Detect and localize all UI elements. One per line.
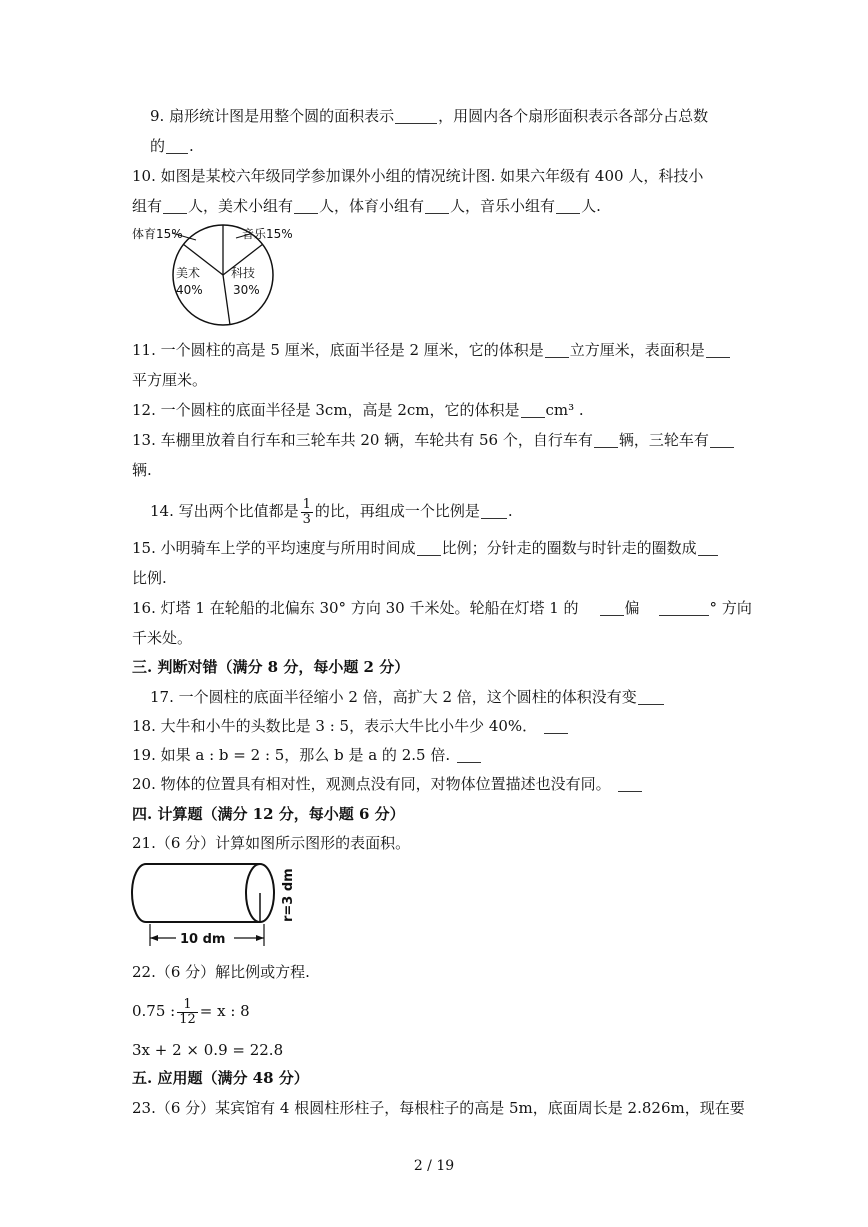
q11-text-a: 11. 一个圆柱的高是 5 厘米，底面半径是 2 厘米，它的体积是 (132, 341, 544, 359)
q11-text-c: 平方厘米。 (132, 371, 208, 389)
q13-text-b: 辆，三轮车有 (618, 431, 709, 449)
q14-blank[interactable] (481, 502, 507, 519)
q14-frac-num: 1 (302, 496, 311, 512)
q18-blank[interactable] (544, 717, 568, 734)
q13-blank-bike[interactable] (594, 431, 618, 448)
q11-line1 (132, 340, 731, 360)
q10-blank-yinyue[interactable] (556, 197, 580, 214)
q10-blank-tiyu[interactable] (425, 197, 449, 214)
q14-fraction (301, 498, 313, 527)
q16-line1 (132, 598, 788, 618)
q22-eq1 (132, 994, 250, 1028)
q15-text-c: 比例. (132, 569, 167, 587)
q11-blank-area[interactable] (706, 341, 730, 358)
q17-line (150, 687, 665, 707)
q22-fraction (177, 998, 198, 1027)
pie-divider-bottom (223, 275, 230, 325)
q15-line2 (132, 568, 167, 588)
q16-text-b: 偏 (624, 599, 640, 617)
q9-blank-2[interactable] (166, 137, 188, 154)
q23-text: 23.（6 分）某宾馆有 4 根圆柱形柱子，每根柱子的高是 5m，底面周长是 2.826m，现在要 (132, 1099, 745, 1117)
label-meishu: 美术 (176, 266, 201, 280)
q14-frac-den: 3 (302, 511, 311, 527)
q15-blank-2[interactable] (698, 539, 718, 556)
q22-frac-den: 12 (179, 1011, 196, 1027)
q14-text-b: 的比，再组成一个比例是 (314, 502, 480, 520)
q17-blank[interactable] (638, 688, 664, 705)
q9-text-a: 9. 扇形统计图是用整个圆的面积表示 (150, 107, 395, 125)
label-tiyu: 体育15% (132, 227, 183, 241)
q11-blank-volume[interactable] (545, 341, 569, 358)
q9-line2 (150, 136, 194, 156)
q16-text-d: 千米处。 (132, 629, 193, 647)
length-label: 10 dm (180, 932, 226, 947)
q10-text-b: 人，美术小组有 (188, 197, 294, 215)
q13-line1 (132, 430, 735, 450)
label-keji: 科技 (231, 266, 256, 280)
q12-blank[interactable] (521, 401, 545, 418)
q16-blank-angle[interactable] (659, 599, 709, 616)
pie-chart (128, 222, 308, 330)
q15-text-a: 15. 小明骑车上学的平均速度与所用时间成 (132, 539, 416, 557)
q15-text-b: 比例；分针走的圈数与时针走的圈数成 (441, 539, 697, 557)
q10-blank-meishu[interactable] (294, 197, 318, 214)
q18-text: 18. 大牛和小牛的头数比是 3 : 5，表示大牛比小牛少 40%． (132, 717, 538, 735)
q19-text: 19. 如果 a : b = 2 : 5，那么 b 是 a 的 2.5 倍. (132, 746, 451, 764)
q20-blank[interactable] (618, 775, 642, 792)
q9-line1 (150, 106, 708, 126)
q19-line (132, 745, 482, 765)
q13-text-c: 辆. (132, 461, 152, 479)
q9-text-d: . (189, 137, 194, 155)
q10-text-c: 人，体育小组有 (319, 197, 425, 215)
q16-text-a: 16. 灯塔 1 在轮船的北偏东 30° 方向 30 千米处。轮船在灯塔 1 的 (132, 599, 579, 617)
q15-blank-1[interactable] (417, 539, 441, 556)
q10-line2 (132, 196, 601, 216)
q10-text-a: 组有 (132, 197, 163, 215)
q14-text-c: . (507, 502, 513, 520)
q11-text-b: 立方厘米，表面积是 (569, 341, 705, 359)
q14-line (150, 494, 513, 528)
q22-line (132, 962, 310, 982)
q10-text-e: 人. (581, 197, 601, 215)
q20-line (132, 774, 643, 794)
label-keji-pct: 30% (233, 283, 260, 297)
q11-line2 (132, 370, 207, 390)
section-5-title: 五. 应用题（满分 48 分） (132, 1069, 309, 1087)
q23-line (132, 1098, 745, 1118)
page-number: 2 / 19 (413, 1158, 455, 1174)
q21-line (132, 833, 410, 853)
q12-text-a: 12. 一个圆柱的底面半径是 3cm，高是 2cm，它的体积是 (132, 401, 520, 419)
q9-blank-1[interactable] (395, 107, 437, 124)
radius-label: r=3 dm (281, 868, 296, 922)
label-meishu-pct: 40% (176, 283, 203, 297)
q18-line (132, 716, 569, 736)
q10-blank-keji[interactable] (163, 197, 187, 214)
q17-text: 17. 一个圆柱的底面半径缩小 2 倍，高扩大 2 倍，这个圆柱的体积没有变 (150, 688, 637, 706)
q10-text-1: 10. 如图是某校六年级同学参加课外小组的情况统计图. 如果六年级有 400 人，科技小 (132, 167, 704, 185)
q22-eq2 (132, 1040, 283, 1060)
q10-line1 (132, 166, 703, 186)
q21-text: 21.（6 分）计算如图所示图形的表面积。 (132, 834, 411, 852)
cylinder-left-arc (132, 864, 146, 922)
q13-text-a: 13. 车棚里放着自行车和三轮车共 20 辆，车轮共有 56 个，自行车有 (132, 431, 593, 449)
arrowhead-left (150, 935, 158, 941)
arrowhead-right (256, 935, 264, 941)
q12-text-b: cm³ . (545, 401, 584, 419)
q12-line (132, 400, 584, 420)
label-yinyue: 音乐15% (242, 227, 293, 241)
q13-blank-trike[interactable] (710, 431, 734, 448)
q22-frac-num: 1 (177, 998, 198, 1013)
section-4-title: 四. 计算题（满分 12 分，每小题 6 分） (132, 805, 405, 823)
q22-text: 22.（6 分）解比例或方程. (132, 963, 310, 981)
q9-text-c: 的 (150, 137, 166, 155)
q16-line2 (132, 628, 192, 648)
q15-line1 (132, 538, 719, 558)
cylinder-figure (128, 860, 308, 952)
q13-line2 (132, 460, 152, 480)
q19-blank[interactable] (457, 746, 481, 763)
q10-text-d: 人，音乐小组有 (450, 197, 556, 215)
q9-text-b: ，用圆内各个扇形面积表示各部分占总数 (438, 107, 709, 125)
q16-blank-dir[interactable] (600, 599, 624, 616)
q20-text: 20. 物体的位置具有相对性，观测点没有同，对物体位置描述也没有同。 (132, 775, 611, 793)
q16-blank-dist[interactable] (767, 600, 787, 616)
q22-eq1-a: 0.75 : (132, 1002, 176, 1020)
section-3-title: 三. 判断对错（满分 8 分，每小题 2 分） (132, 658, 410, 676)
q16-text-c: ° 方向 (709, 599, 752, 617)
q22-eq2-text: 3x + 2 × 0.9 = 22.8 (132, 1041, 284, 1059)
q14-text-a: 14. 写出两个比值都是 (150, 502, 299, 520)
q22-eq1-b: = x : 8 (199, 1002, 250, 1020)
